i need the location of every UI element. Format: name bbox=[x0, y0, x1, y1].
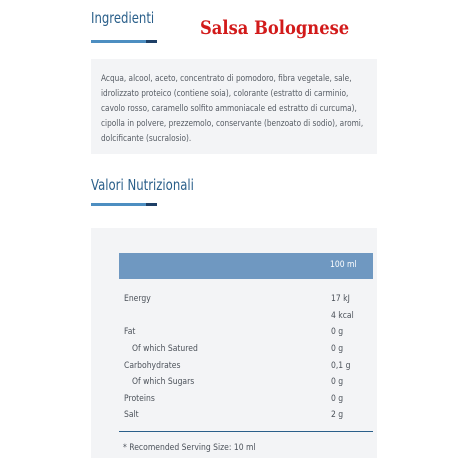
table-row bbox=[119, 410, 373, 424]
column-header-100ml: 100 ml bbox=[330, 260, 357, 270]
product-name: Salsa Bolognese bbox=[200, 17, 350, 39]
row-value: 4 kcal bbox=[331, 311, 354, 321]
row-label: Of which Sugars bbox=[132, 377, 195, 387]
row-value: 17 kJ bbox=[331, 294, 350, 304]
ingredients-heading: Ingredienti bbox=[91, 9, 155, 27]
row-value: 0 g bbox=[331, 394, 344, 404]
row-value: 0 g bbox=[331, 377, 344, 387]
row-value: 0,1 g bbox=[331, 361, 351, 371]
table-divider bbox=[119, 431, 373, 432]
row-label: Of which Satured bbox=[132, 344, 198, 354]
row-label: Energy bbox=[124, 294, 151, 304]
table-row bbox=[119, 294, 373, 308]
ingredients-text: Acqua, alcool, aceto, concentrato di pomodoro, fibra vegetale, sale, idrolizzato proteico (contiene soia), colorante (estratto di carminio, cavolo rosso, caramello solfito ammoniacale ed estratto di curcuma), cipolla in polvere, prezzemolo, conservante (benzoato di sodio), aromi, dolcificante (sucralosio). bbox=[101, 74, 364, 144]
table-row bbox=[119, 327, 373, 341]
row-label: Fat bbox=[124, 327, 136, 337]
table-row bbox=[119, 344, 373, 358]
table-row bbox=[119, 377, 373, 391]
nutrition-heading-rule bbox=[91, 203, 157, 206]
table-row bbox=[119, 361, 373, 375]
nutrition-table-header bbox=[119, 253, 373, 279]
nutrition-heading: Valori Nutrizionali bbox=[91, 176, 194, 194]
row-label: Carbohydrates bbox=[124, 361, 181, 371]
ingredients-heading-rule bbox=[91, 40, 157, 43]
row-label: Salt bbox=[124, 410, 139, 420]
row-value: 2 g bbox=[331, 410, 344, 420]
row-value: 0 g bbox=[331, 327, 344, 337]
serving-size-footnote: * Recomended Serving Size: 10 ml bbox=[123, 443, 256, 453]
ingredients-panel bbox=[91, 59, 377, 154]
row-label: Proteins bbox=[124, 394, 155, 404]
row-value: 0 g bbox=[331, 344, 344, 354]
table-row bbox=[119, 311, 373, 325]
table-row bbox=[119, 394, 373, 408]
